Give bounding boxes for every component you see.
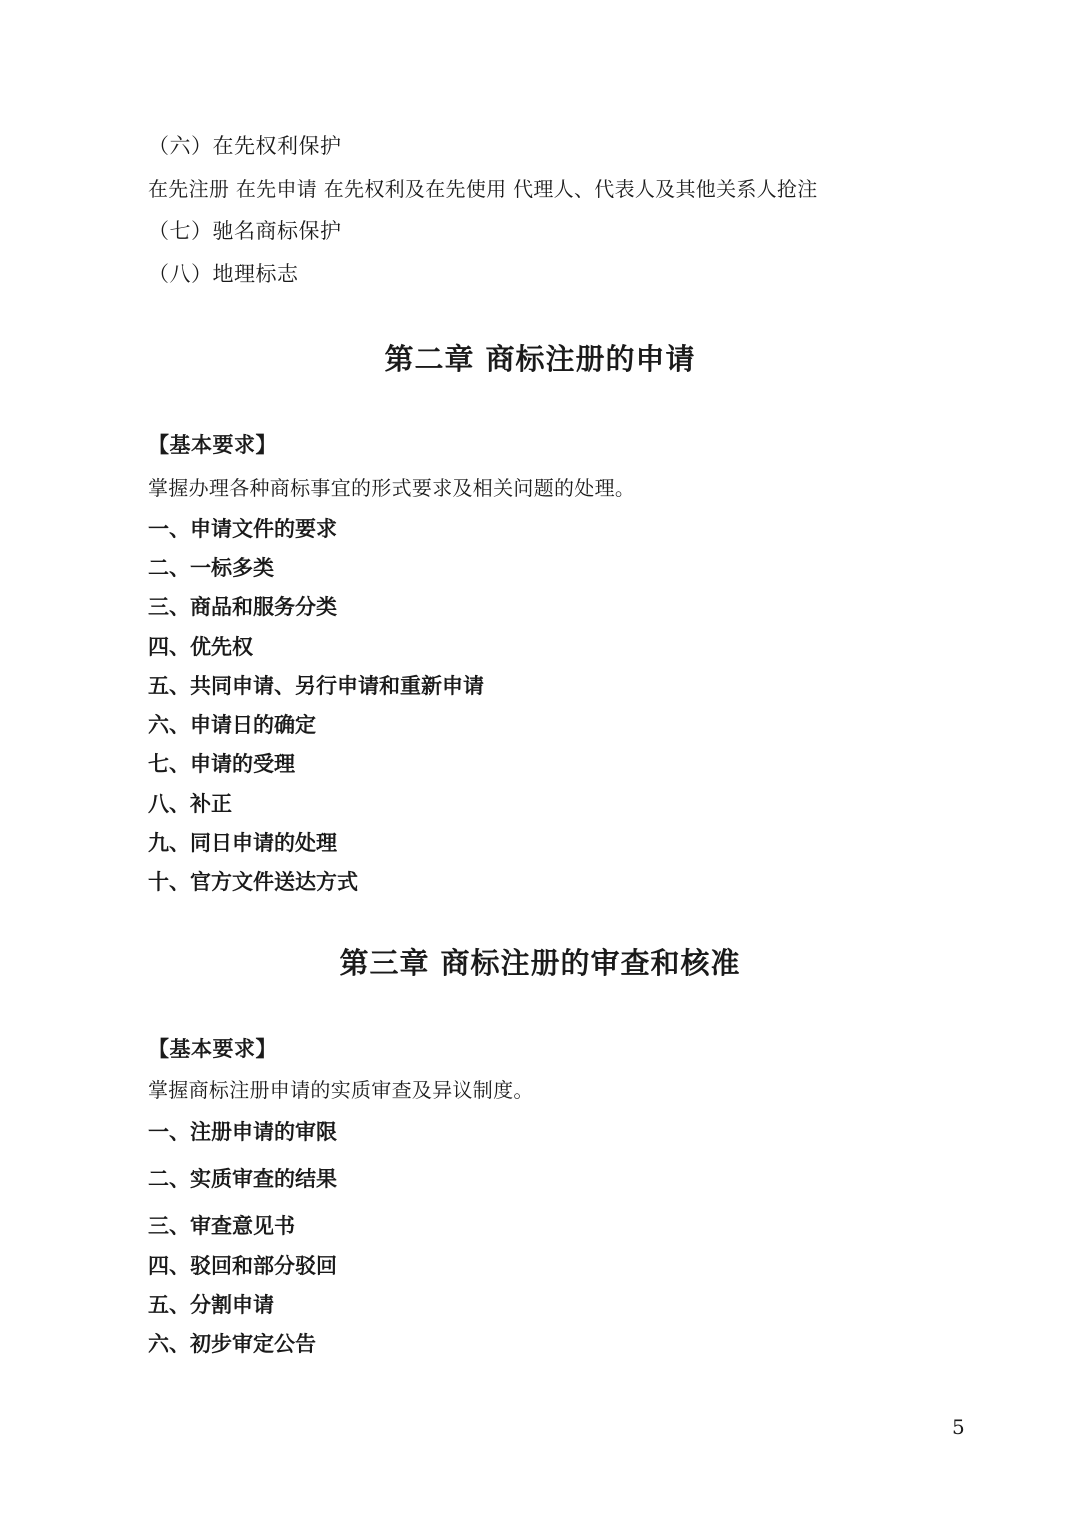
chapter3-item: 六、初步审定公告: [148, 1332, 316, 1356]
page-number: 5: [952, 1415, 965, 1439]
prior-rights-heading: （六）在先权利保护: [148, 134, 342, 158]
chapter2-item: 二、一标多类: [148, 556, 274, 580]
chapter3-requirement-label: 【基本要求】: [148, 1036, 277, 1061]
chapter2-item: 一、申请文件的要求: [148, 517, 337, 541]
chapter3-item: 四、驳回和部分驳回: [148, 1254, 337, 1278]
prior-rights-items: 在先注册 在先申请 在先权利及在先使用 代理人、代表人及其他关系人抢注: [148, 177, 818, 201]
chapter2-requirement-label: 【基本要求】: [148, 432, 277, 457]
chapter2-title: 第二章 商标注册的申请: [384, 342, 696, 376]
chapter3-item: 五、分割申请: [148, 1293, 274, 1317]
chapter3-requirement-text: 掌握商标注册申请的实质审查及异议制度。: [148, 1078, 534, 1102]
chapter2-item: 七、申请的受理: [148, 752, 295, 776]
chapter2-item: 六、申请日的确定: [148, 713, 316, 737]
well-known-heading: （七）驰名商标保护: [148, 219, 342, 243]
geo-heading: （八）地理标志: [148, 262, 299, 286]
chapter2-item: 十、官方文件送达方式: [148, 870, 358, 894]
chapter2-item: 九、同日申请的处理: [148, 831, 337, 855]
chapter3-item: 三、审查意见书: [148, 1214, 295, 1238]
chapter2-item: 三、商品和服务分类: [148, 595, 337, 619]
chapter2-item: 四、优先权: [148, 635, 253, 659]
chapter2-item: 五、共同申请、另行申请和重新申请: [148, 674, 484, 698]
chapter2-requirement-text: 掌握办理各种商标事宜的形式要求及相关问题的处理。: [148, 476, 636, 500]
chapter3-title: 第三章 商标注册的审查和核准: [339, 946, 741, 980]
chapter3-item: 一、注册申请的审限: [148, 1120, 337, 1144]
chapter2-item: 八、补正: [148, 792, 232, 816]
chapter3-item: 二、实质审查的结果: [148, 1167, 337, 1191]
